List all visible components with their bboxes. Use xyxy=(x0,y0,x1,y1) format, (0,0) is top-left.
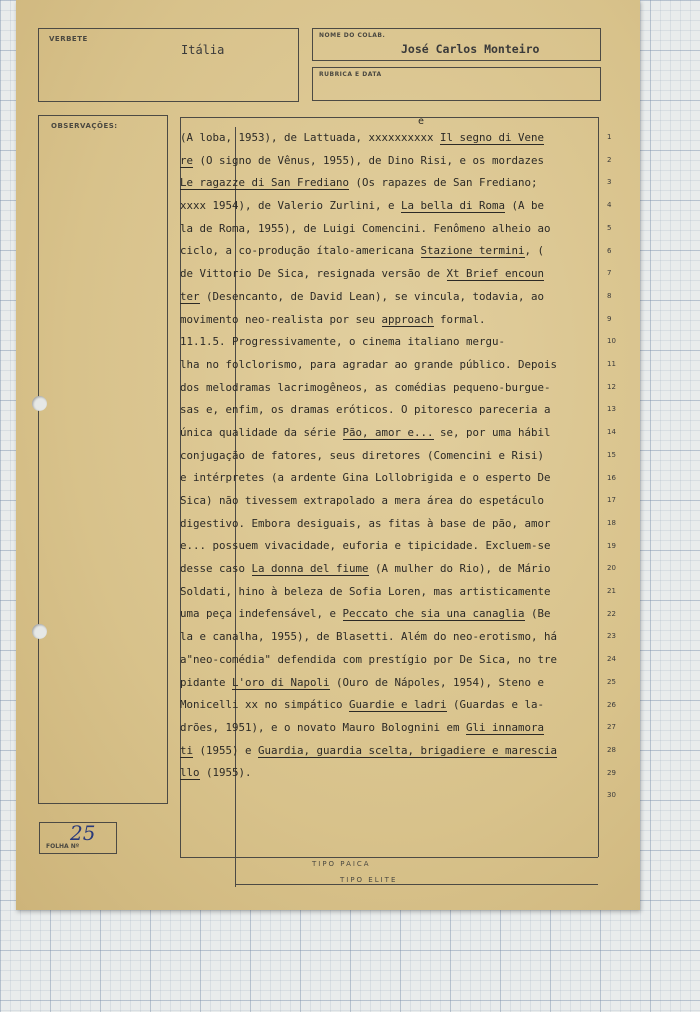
line-number: 4 xyxy=(607,201,612,210)
line-number: 27 xyxy=(607,723,616,732)
text-line xyxy=(180,309,602,332)
line-number: 22 xyxy=(607,609,616,618)
text-line xyxy=(180,581,602,604)
underlined-title: La donna del fiume xyxy=(251,562,369,576)
text-run: pidante xyxy=(180,675,233,689)
punch-hole-top xyxy=(32,396,47,411)
observacoes-label: OBSERVAÇÕES: xyxy=(51,122,118,130)
text-run: (Guardas e la- xyxy=(446,698,545,712)
text-line xyxy=(180,240,602,263)
line-number: 29 xyxy=(607,768,616,777)
line-number: 15 xyxy=(607,450,616,459)
text-run: uma peça indefensável, e xyxy=(180,607,343,621)
text-line xyxy=(180,694,602,717)
text-line xyxy=(180,603,602,626)
rubrica-label: RUBRICA E DATA xyxy=(319,71,382,78)
text-line xyxy=(180,354,602,377)
line-number: 30 xyxy=(607,791,616,800)
text-run: la de Roma, 1955), de Luigi Comencini. Fenômeno alheio ao xyxy=(180,221,551,235)
line-number: 14 xyxy=(607,428,616,437)
line-number: 6 xyxy=(607,246,612,255)
underlined-title: Gli innamora xyxy=(466,720,545,734)
text-run: (Desencanto, de David Lean), se vincula, todavia, ao xyxy=(199,289,545,303)
text-run: , ( xyxy=(524,244,545,258)
verbete-label: VERBETE xyxy=(49,35,88,43)
text-run: única qualidade da série xyxy=(180,425,343,439)
text-line xyxy=(180,535,602,558)
text-run: lha no folclorismo, para agradar ao grande público. Depois xyxy=(180,357,558,371)
text-run: Monicelli xx no simpático xyxy=(180,698,350,712)
text-run: sas e, enfim, os dramas eróticos. O pitoresco pareceria a xyxy=(180,403,551,417)
verbete-box xyxy=(38,28,299,102)
line-number: 24 xyxy=(607,655,616,664)
text-line xyxy=(180,672,602,695)
text-run: (A mulher do Rio), de Mário xyxy=(368,562,551,576)
nome-colab-box xyxy=(312,28,601,61)
line-number: 7 xyxy=(607,269,612,278)
text-run: desse caso xyxy=(180,562,252,576)
text-line xyxy=(180,263,602,286)
text-run: la e canalha, 1955), de Blasetti. Além do neo-erotismo, há xyxy=(180,630,558,644)
text-run: conjugação de fatores, seus diretores (Comencini e Risi) xyxy=(180,448,545,462)
text-run: ciclo, a co-produção ítalo-americana xyxy=(180,244,421,258)
text-line xyxy=(180,467,602,490)
rubrica-box xyxy=(312,67,601,101)
line-number: 26 xyxy=(607,700,616,709)
text-run: drões, 1951), e o novato Mauro Bolognini em xyxy=(180,720,467,734)
underlined-title: ti xyxy=(180,743,194,757)
line-number: 19 xyxy=(607,541,616,550)
line-number: 23 xyxy=(607,632,616,641)
text-run: Soldati, hino à beleza de Sofia Loren, mas artisticamente xyxy=(180,584,551,598)
line-number: 3 xyxy=(607,178,612,187)
underlined-title: Xt Brief encoun xyxy=(446,267,545,281)
text-run: xxxxxxxxxx xyxy=(368,131,434,144)
text-line xyxy=(180,740,602,763)
underlined-title: llo xyxy=(180,766,200,780)
text-line xyxy=(180,127,602,150)
line-number: 9 xyxy=(607,314,612,323)
underlined-title: Stazione termini xyxy=(420,244,525,258)
text-line xyxy=(180,762,602,785)
text-run: formal. xyxy=(433,312,486,326)
underlined-title: L'oro di Napoli xyxy=(232,675,330,689)
line-number: 21 xyxy=(607,587,616,595)
folha-label: FOLHA Nº xyxy=(46,843,80,850)
punch-hole-bottom xyxy=(32,624,47,639)
text-line xyxy=(180,626,602,649)
text-run: Sica) não tivessem extrapolado a mera área do espetáculo xyxy=(180,494,545,507)
line-number: 13 xyxy=(607,405,616,414)
text-run: (Ouro de Nápoles, 1954), Steno e xyxy=(329,675,545,689)
text-run: xxxx 1954), de Valerio Zurlini, e xyxy=(180,199,402,213)
underlined-title: Guardie e ladri xyxy=(349,698,447,712)
line-number: 28 xyxy=(607,745,616,754)
line-number: 2 xyxy=(607,155,612,164)
line-number: 25 xyxy=(607,677,616,686)
text-run: movimento neo-realista por seu xyxy=(180,312,382,326)
underlined-title: La bella di Roma xyxy=(401,199,506,213)
text-line xyxy=(180,422,602,445)
text-line xyxy=(180,218,602,241)
line-number: 18 xyxy=(607,518,616,527)
text-run: (O signo de Vênus, 1955), de Dino Risi, e os mordazes xyxy=(193,153,545,167)
line-number: 10 xyxy=(607,337,616,346)
text-line xyxy=(180,195,602,218)
underlined-title: Guardia, guardia scelta, brigadiere e marescia xyxy=(258,743,558,757)
text-line xyxy=(180,513,602,536)
text-run: digestivo. Embora desiguais, as fitas à base de pão, amor xyxy=(180,516,551,530)
tipo-paica-line xyxy=(180,857,598,858)
text-line xyxy=(180,649,602,672)
verbete-value: Itália xyxy=(181,43,225,57)
text-run: 11.1.5. Progressivamente, o cinema italiano mergu- xyxy=(180,335,506,349)
text-run: (A be xyxy=(505,199,545,213)
text-run: (Os rapazes de San Frediano; xyxy=(349,176,538,190)
text-run: de Vittorio De Sica, resignada versão de xyxy=(180,267,447,281)
text-line xyxy=(180,331,602,354)
tipo-elite-line xyxy=(235,884,598,885)
underlined-title: Pão, amor e... xyxy=(342,425,434,439)
text-run: (Be xyxy=(524,607,551,621)
text-line xyxy=(180,377,602,400)
insert-mark: e xyxy=(418,116,425,127)
folha-box xyxy=(39,822,117,854)
nome-colab-label: NOME DO COLAB. xyxy=(319,32,386,39)
underlined-title: Peccato che sia una canaglia xyxy=(342,607,525,621)
text-line xyxy=(180,445,602,468)
line-number: 20 xyxy=(607,564,616,573)
text-line xyxy=(180,286,602,309)
text-line xyxy=(180,150,602,173)
tipo-paica-label: TIPO PAICA xyxy=(312,860,371,868)
nome-colab-value: José Carlos Monteiro xyxy=(401,42,540,56)
text-line xyxy=(180,558,602,581)
tipo-elite-label: TIPO ELITE xyxy=(340,876,398,884)
text-line xyxy=(180,490,602,513)
text-run: (1955) e xyxy=(193,743,259,757)
underlined-title: ter xyxy=(180,289,200,303)
underlined-title: approach xyxy=(381,312,434,326)
line-number: 16 xyxy=(607,473,616,482)
text-run: se, por uma hábil xyxy=(433,425,551,439)
underlined-title: re xyxy=(180,153,194,167)
folha-number: 25 xyxy=(70,821,96,845)
line-number: 5 xyxy=(607,223,612,232)
line-number: 17 xyxy=(607,496,616,505)
typed-text-body xyxy=(180,127,602,785)
text-run: (A loba, 1953), de Lattuada, xyxy=(180,131,369,144)
text-run: (1955). xyxy=(199,766,252,780)
underlined-title: Le ragazze di San Frediano xyxy=(180,176,350,190)
observacoes-box xyxy=(38,115,168,804)
text-run: e intérpretes (a ardente Gina Lollobrigida e o esperto De xyxy=(180,471,551,485)
text-line xyxy=(180,717,602,740)
line-number: 11 xyxy=(607,360,616,368)
line-number: 8 xyxy=(607,291,612,300)
line-number: 1 xyxy=(607,133,612,141)
text-run: dos melodramas lacrimogêneos, as comédias pequeno-burgue- xyxy=(180,380,551,394)
text-line xyxy=(180,399,602,422)
text-run: a"neo-comédia" defendida com prestígio por De Sica, no tre xyxy=(180,652,558,666)
text-line xyxy=(180,172,602,195)
line-number: 12 xyxy=(607,382,616,391)
text-area-top-border xyxy=(180,117,598,118)
text-run: e... possuem vivacidade, euforia e tipicidade. Excluem-se xyxy=(180,539,551,553)
underlined-title: Il segno di Vene xyxy=(440,131,545,144)
